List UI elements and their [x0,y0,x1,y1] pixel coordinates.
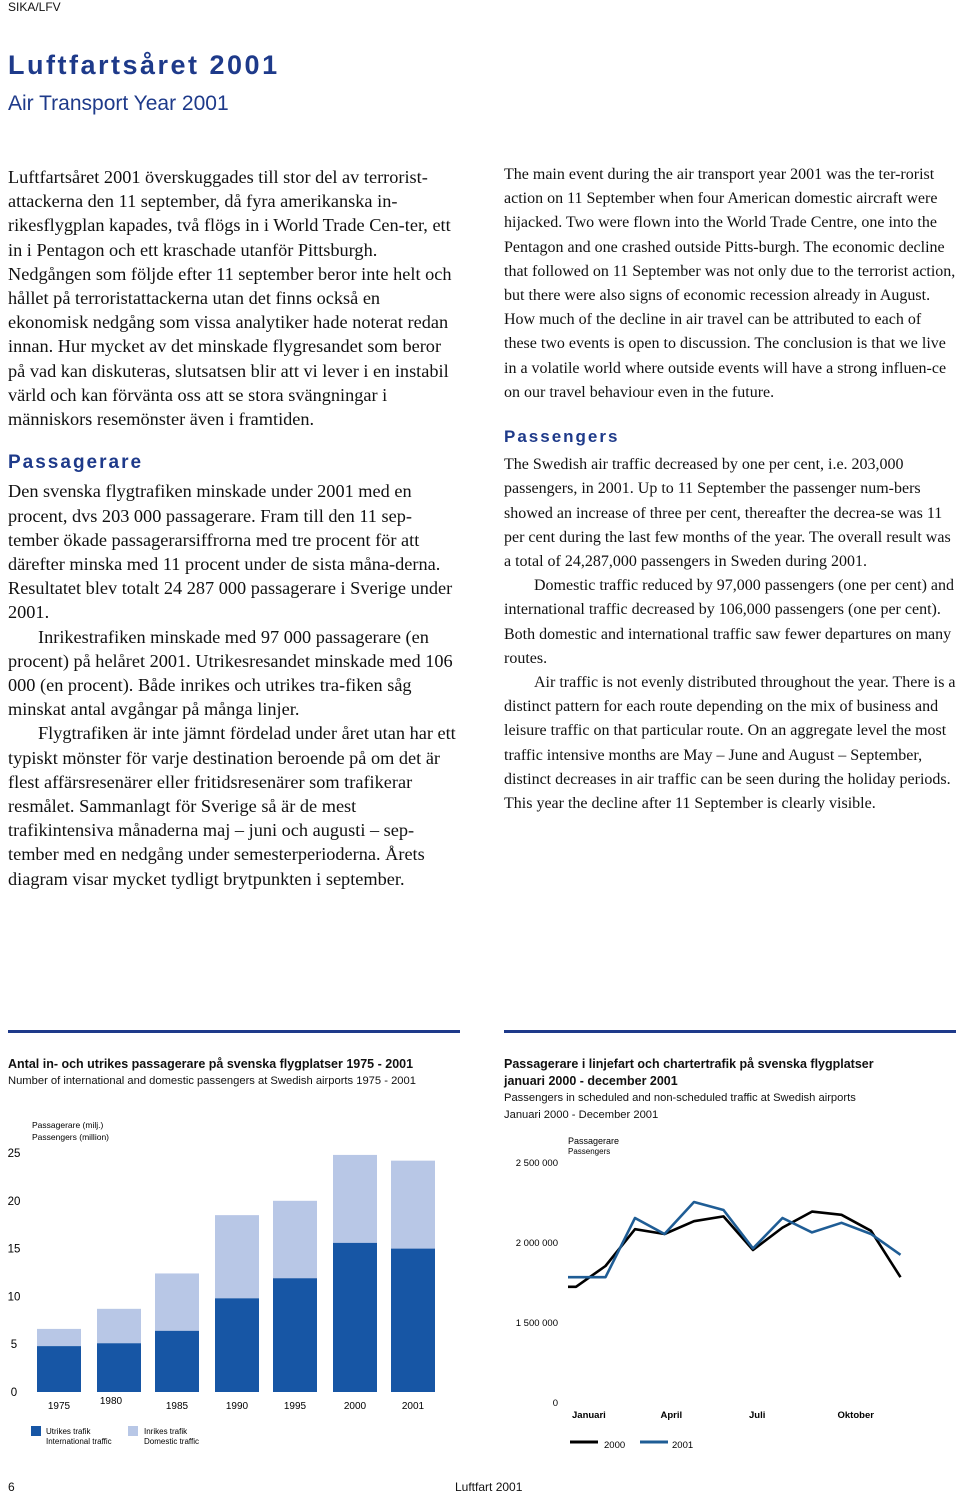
left-chart-rule [8,1030,460,1033]
line-series-2001 [568,1202,901,1277]
bar-international [155,1331,199,1392]
line-chart-caption [504,1056,956,1124]
page-title-english: Air Transport Year 2001 [8,92,229,115]
english-section-heading: Passengers [504,427,620,447]
publication-name: Luftfart 2001 [455,1480,523,1494]
line-chart-y-tick: 0 [552,1398,558,1409]
line-chart-x-tick: Januari [572,1410,606,1421]
line-chart-title-line-1: Passagerare i linjefart och chartertrafik på svenska flygplatser [504,1057,874,1071]
bar-chart-title: Antal in- och utrikes passagerare på svenska flygplatser 1975 - 2001 [8,1057,414,1071]
bar-chart-x-tick: 1990 [225,1401,249,1412]
bar-domestic [155,1273,199,1330]
bar-chart-y-tick: 15 [7,1243,21,1256]
line-chart [496,1130,960,1460]
bar-chart-y-tick: 5 [10,1339,18,1352]
line-chart-x-tick: Oktober [837,1410,874,1421]
bar-chart-subtitle: Number of international and domestic passengers at Swedish airports 1975 - 2001 [8,1075,416,1087]
bar-chart-x-tick: 1985 [165,1401,189,1412]
line-chart-subtitle-line-1: Passengers in scheduled and non-scheduled traffic at Swedish airports [504,1092,856,1104]
swedish-section-heading: Passagerare [8,452,144,474]
bar-domestic [391,1161,435,1249]
legend-international-en: International traffic [46,1437,112,1446]
legend-international-swatch [31,1426,41,1436]
line-chart-ylabel-en: Passengers [568,1147,611,1156]
legend-domestic-swatch [128,1426,138,1436]
bar-chart-x-tick: 1995 [283,1401,307,1412]
swedish-paragraph-2: Inrikestrafiken minskade med 97 000 passagerare (en procent) på helåret 2001. Utrikesresandet minskade med 106 000 (en procent). Både inrikes och utrikes tra-fiken såg minskat antal avgångar på många linjer. [8,626,453,720]
legend-domestic-en: Domestic traffic [144,1437,199,1446]
swedish-column [8,165,460,891]
bar-chart-x-tick: 2000 [343,1401,367,1412]
bar-chart-x-tick: 1980 [99,1396,123,1407]
bar-chart-ylabel-en: Passengers (million) [32,1132,109,1142]
english-intro: The main event during the air transport year 2001 was the ter-rorist action on 11 September when four American domestic aircraft were hijacked. Two were flown into the World Trade Centre, one into the Pentagon and one crashed outside Pitts-burgh. The economic decline that followed on 11 September was not only due to the terrorist action, but there were also signs of economic recession already in August. How much of the decline in air travel can be attributed to each of these two events is open to discussion. The conclusion is that we live in a volatile world where outside events will have a strong influen-ce on our travel behaviour even in the future. [504,166,956,401]
bar-chart-caption [8,1056,468,1090]
right-chart-rule [504,1030,956,1033]
bar-chart-y-tick: 0 [10,1387,18,1399]
legend-international-sv: Utrikes trafik [46,1427,91,1436]
bar-international [37,1346,81,1392]
bar-chart [0,1110,470,1450]
bar-chart-x-tick: 2001 [401,1401,425,1412]
bar-international [273,1278,317,1392]
header-code: SIKA/LFV [8,0,61,14]
line-chart-subtitle-line-2: Januari 2000 - December 2001 [504,1109,659,1121]
line-chart-x-tick: Juli [749,1410,766,1421]
line-chart-ylabel-sv: Passagerare [568,1136,620,1146]
line-chart-x-tick: April [660,1410,683,1421]
line-chart-title-line-2: januari 2000 - december 2001 [504,1074,678,1088]
swedish-paragraph-3: Flygtrafiken är inte jämnt fördelad under året utan har ett typiskt mönster för varje destination beroende på om det är flest affärsresenärer eller fritidsresenärer som trafikerar resmålet. Sammanlagt för Sverige så är de mest trafikintensiva månaderna maj – juni och augusti – sep-tember med en nedgång under semesterperioderna. Årets diagram visar mycket tydligt brytpunkten i september. [8,723,456,889]
bar-chart-y-tick: 20 [7,1195,21,1208]
bar-chart-ylabel-sv: Passagerare (milj.) [32,1120,104,1130]
line-chart-y-tick: 1 500 000 [515,1318,558,1329]
bar-chart-x-tick: 1975 [47,1401,71,1412]
bar-international [215,1298,259,1392]
legend-domestic-sv: Inrikes trafik [144,1427,188,1436]
bar-domestic [273,1201,317,1278]
bar-domestic [215,1215,259,1298]
legend-2000-label: 2000 [604,1440,626,1451]
english-column [504,163,956,816]
bar-international [391,1249,435,1392]
page-title-swedish: Luftfartsåret 2001 [8,50,280,80]
bar-international [97,1343,141,1392]
english-paragraph-1: The Swedish air traffic decreased by one per cent, i.e. 203,000 passengers, in 2001. Up to 11 September the passenger num-bers showed an increase of three per cent, thereafter the decrea-se was 11 per cent during the last few months of the year. The overall result was a total of 24,287,000 passengers in Sweden during 2001. [504,456,951,571]
swedish-intro: Luftfartsåret 2001 överskuggades till stor del av terrorist-attackerna den 11 september, då fyra amerikanska in-rikesflygplan kapades, två flögs in i World Trade Cen-ter, ett in i Pentagon och ett kraschade utanför Pittsburgh. Nedgången som följde efter 11 september beror inte helt och hållet på terroristattackerna utan det finns också en ekonomisk nedgång som vissa analytiker hade noterat redan innan. Hur mycket av det minskade flygresandet som beror på vad kan diskuteras, slutsatsen blir att vi lever i en instabil värld och kan förvänta oss att se stora svängningar i människors resemönster även i framtiden. [8,167,452,430]
bar-chart-y-tick: 25 [7,1148,21,1160]
bar-domestic [37,1329,81,1346]
bar-domestic [97,1309,141,1343]
bar-chart-y-tick: 10 [7,1291,21,1304]
swedish-paragraph-1: Den svenska flygtrafiken minskade under 2001 med en procent, dvs 203 000 passagerare. Fram till den 11 sep-tember ökade passagerarsiffrorna med tre procent för att därefter minska med 11 procent under de sista måna-derna. Resultatet blev totalt 24 287 000 passagerare i Sverige under 2001. [8,481,453,623]
page-number: 6 [8,1480,15,1494]
english-paragraph-3: Air traffic is not evenly distributed throughout the year. There is a distinct pattern for each route depending on the mix of business and leisure traffic on that particular route. On an aggregate level the most traffic intensive months are May – June and August – September, distinct decreases in air traffic can be seen during the holiday periods. This year the decline after 11 September is clearly visible. [504,674,956,813]
line-chart-y-tick: 2 500 000 [515,1158,558,1169]
legend-2001-label: 2001 [672,1440,694,1451]
line-chart-y-tick: 2 000 000 [515,1238,558,1249]
bar-domestic [333,1155,377,1243]
english-paragraph-2: Domestic traffic reduced by 97,000 passengers (one per cent) and international traffic decreased by 106,000 passengers (one per cent). Both domestic and international traffic saw fewer departures on many routes. [504,577,954,667]
bar-international [333,1243,377,1392]
